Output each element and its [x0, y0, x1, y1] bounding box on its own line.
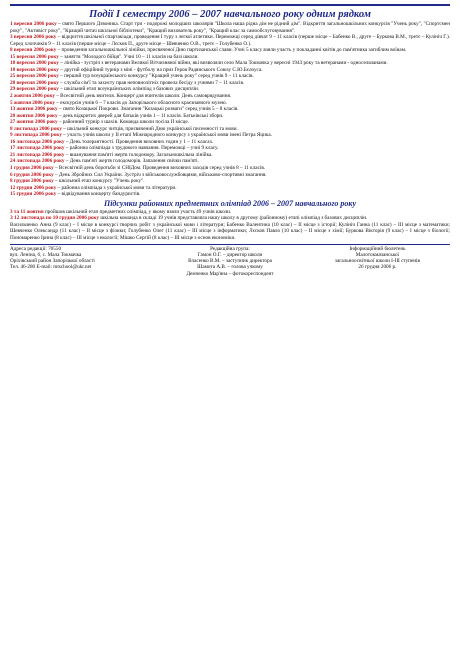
footer-line: Шамота А.В. – голова учкому: [197, 264, 263, 271]
event-date: 15 вересня 2006 року: [10, 53, 59, 60]
event-text: – районна олімпіада з трудового навчання. Переможці – учні 9 класу.: [64, 145, 219, 152]
event-date: 21 листопада 2006 року: [10, 151, 65, 158]
event-date: 8 вересня 2006 року: [10, 47, 57, 54]
event-text: – шкільний конкурс читців, присвячений Дню української писемності та мови.: [61, 125, 238, 132]
event-date: 20 жовтня 2006 року: [10, 112, 58, 119]
event-date: 9 листопада 2006 року: [10, 132, 62, 139]
event-date: 17 листопада 2006 року: [10, 145, 65, 152]
event-text: – відвідування концерту бандуристів.: [56, 191, 141, 198]
event-text: – заняття "Молодого бійця". Учні 10 – 11 класів на базі школи.: [58, 53, 199, 60]
footer-line: Оріхівський район Запорізької області: [10, 258, 95, 265]
event-date: 8 листопада 2006 року: [10, 125, 62, 132]
event-text: Васильченко Анна (9 клас) – І місце в конкурсі творчих робіт з української мови і літератури; Бабенко Валентина (10 клас) – ІІ місце з історії; Кулініч Ганна (11 клас) – ІІІ місце з математики; Шевченко Олександр (11 клас) – ІІ місце з фізики; Голубенко Олег (11 клас) – ІІІ місце з інформатики; Лєсков Павло (10 клас) – ІІ місце з хімії; Буркова Вікторія (9 клас) – І місце з біології; Пономаренко Ірина (8 клас) – ІІІ місце з екології; Мішко Сергій (8 клас) – ІІІ місце з основ економіки.: [10, 221, 450, 241]
event-date: 25 вересня 2006 року: [10, 73, 59, 80]
event-text: – другий офіційний турнір з міні - футболу на приз Героя Радянського Союзу С.Ю.Бєлоуса.: [58, 66, 263, 73]
event-date: 3 вересня 2006 року: [10, 34, 57, 41]
event-date: 12 грудня 2006 року: [10, 184, 57, 191]
event-text: – участь учнів школи у ІІ етапі Міжнародного конкурсу з української мови імені Петра Яцика.: [61, 132, 272, 139]
event-date: 13 жовтня 2006 року: [10, 106, 58, 113]
footer-line: Гамон О.Г. – директор школи: [197, 251, 263, 258]
event-date: 5 жовтня 2006 року: [10, 99, 55, 106]
event-text: – Всесвітній день вчителя. Концерт для вчителів школи. День самоврядування.: [54, 93, 232, 100]
event-date: 1 вересня 2006 року: [10, 21, 57, 27]
event-date: 2 жовтня 2006 року: [10, 93, 55, 100]
event-text: – День Збройних Сил України. Зустріч з військовослужбовцями, військово-спортивні змагання.: [53, 171, 267, 178]
event-date: 8 грудня 2006 року: [10, 178, 54, 185]
footer-line: загальноосвітньої школи І-ІІІ ступенів: [334, 258, 420, 265]
footer-line: Власенко В.М. – заступник директора: [188, 258, 272, 265]
footer: [10, 246, 450, 277]
event-date: 16 листопада 2006 року: [10, 138, 65, 145]
footer-line: Редакційна група:: [210, 245, 250, 252]
footer-line: Тел. 46-280 E-mail: mtschool@ukr.net: [10, 264, 92, 271]
event-text: – День толерантності. Проведення виховних годин у 1 – 11 класах.: [64, 138, 214, 145]
event-date: 29 вересня 2006 року: [10, 86, 59, 93]
footer-address: [10, 246, 155, 277]
event-text: – перший тур всеукраїнського конкурсу "Кращий учень року" серед учнів 9 – 11 класів.: [58, 73, 254, 80]
event-text: – шкільний етап конкурсу "Учень року".: [53, 178, 145, 185]
event-text: – відкриття шкільної спартакіади, проведення І туру з легкої атлетики. Переможці серед дівчат 9 – 11 класів (перше місце – Бабенко В., друге – Буркова В.М., третє – Кулініч Г.). Серед хлопчиків 9 – 11 класів (перше місце – Лєсков П., друге місце – Шевченко О.В., третє – Голубенко О.).: [10, 34, 450, 47]
event-text: – шкільний етап всеукраїнських олімпіад з базових дисциплін.: [58, 86, 200, 93]
footer-line: Адреса редакції: 70550: [10, 245, 62, 252]
event-date: З 12 листопада по 10 грудня 2006 року: [10, 215, 100, 222]
event-text: – свято Першого Дзвоника. Старт три - подорожі молодших школярів "Школа наша рідна дім не рідний дім". Відкриття загальношкільних конкурсів "Учень року", "Спортсмен року", "Активіст року", "Кращий читач шкільної бібліотеки", "Кращий вихователь року", "Кращий клас за самообслуговування".: [10, 21, 450, 34]
footer-publication: [305, 246, 450, 277]
event-text: – День пам'яті жертв голодоморів. Запалення свічки пам'яті.: [64, 158, 199, 165]
event-date: 6 грудня 2006 року: [10, 171, 54, 178]
event-text: – лінійка - зустріч з ветеранами Великої Вітчизняної війни, які визволяли село Мала Токмачка у вересні 1943 року та ветеранами - односельчанами.: [58, 60, 388, 67]
event-date: 24 листопада 2006 року: [10, 158, 65, 165]
event-text: – день відкритих дверей для батьків учнів 1 – 11 класів. Батьківські збори.: [57, 112, 224, 119]
footer-line: Інформаційний бюлетень: [349, 245, 406, 252]
event-text: – служба сім'ї та захисту прав неповнолітніх провела бесіду з учнями 7 – 11 класів.: [58, 79, 245, 86]
footer-line: Малотокмачанської: [355, 251, 400, 258]
footer-rule: [10, 244, 450, 245]
event-text: пройшов шкільний етап предметних олімпіад, у якому взяли участь 49 учнів школи.: [43, 208, 232, 215]
event-text: – свято Козацької Покрови. Змагання "Козацькі розваги" серед учнів 5 – 8 класів.: [57, 106, 239, 113]
event-text: – Всесвітній день боротьби зі СНІДом. Проведення виховних заходів серед учнів 8 – 11 класів.: [53, 165, 266, 172]
event-entry: [10, 191, 450, 198]
olympiad-title: Підсумки районних предметних олімпіад 2006 – 2007 навчального року: [103, 198, 357, 208]
event-date: 15 грудня 2006 року: [10, 191, 57, 198]
newsletter-page: [10, 0, 450, 277]
event-text: – вшанування пам'яті жертв голодомору. Загальношкільна лінійка.: [64, 151, 213, 158]
page-title: Події І семестру 2006 – 2007 навчального року одним рядком: [89, 9, 371, 20]
footer-line: вул. Леніна, 6, с. Мала Токмачка: [10, 251, 82, 258]
event-text: – районна олімпіада з української мови та літератури.: [56, 184, 177, 191]
olympiad-list: [10, 209, 450, 242]
event-date: 18 вересня 2006 року: [10, 60, 59, 67]
event-entry: [10, 222, 450, 242]
event-date: 1 грудня 2006 року: [10, 165, 54, 172]
event-text: шкільна команда в складі 19 учнів представляла нашу школу в другому (районному) етапі олімпіад з базових дисциплін.: [99, 215, 368, 222]
top-rule: [10, 4, 450, 6]
event-text: – районний турнір з шахів. Команда школи посіла ІІ місце.: [57, 119, 189, 126]
event-date: 3 та 11 жовтня: [10, 208, 44, 215]
event-entry: [10, 34, 450, 47]
event-date: 18 вересня 2006 року: [10, 66, 59, 73]
events-list: [10, 21, 450, 198]
footer-editorial: [157, 246, 302, 277]
footer-line: 26 грудня 2006 р.: [358, 264, 397, 271]
event-date: 27 жовтня 2006 року: [10, 119, 58, 126]
event-text: – проведення загальношкільної лінійки, присвяченої Дню партизанської слави. Учні 5 класу взяли участь у покладанні квітів до пам'ятника загиблим воїнам.: [56, 47, 407, 54]
event-entry: [10, 21, 450, 34]
event-text: – екскурсія учнів 6 – 7 класів до Запорізького обласного краєзнавчого музею.: [54, 99, 227, 106]
event-date: 28 вересня 2006 року: [10, 79, 59, 86]
footer-line: Демченко Мар'яна – фотокореспондент: [186, 270, 274, 277]
